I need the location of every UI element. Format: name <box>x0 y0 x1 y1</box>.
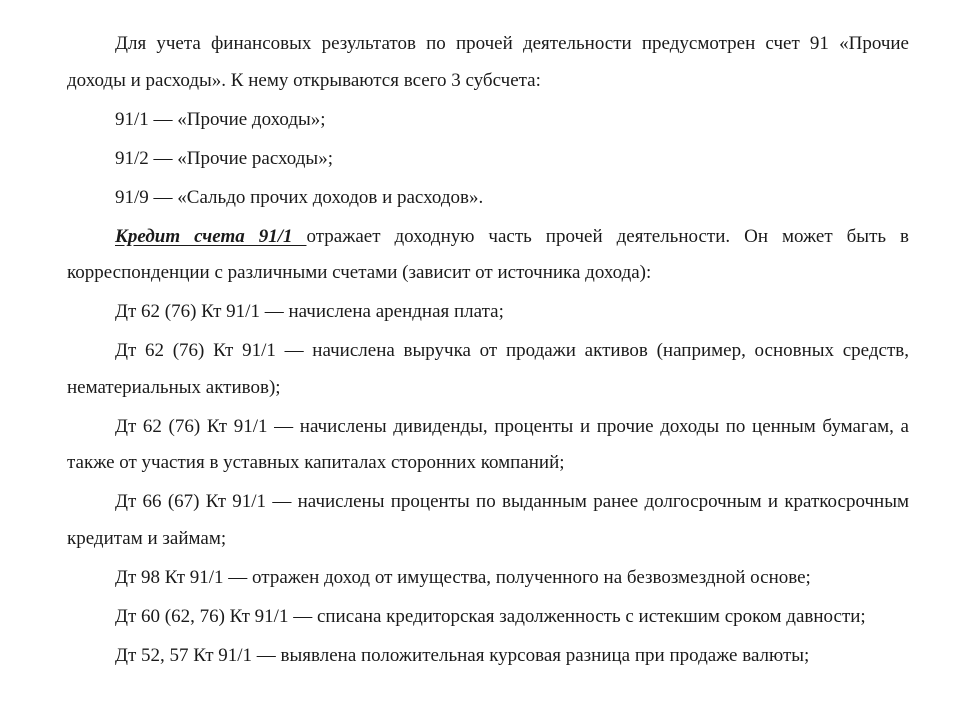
intro-paragraph: Для учета финансовых результатов по прочей деятельности предусмотрен счет 91 «Прочие доходы и расходы». К нему открываются всего 3 субсчета: <box>67 33 909 91</box>
subaccount-91-9: 91/9 — «Сальдо прочих доходов и расходов». <box>115 186 484 208</box>
entry-loan-interest: Дт 66 (67) Кт 91/1 — начислены проценты по выданным ранее долгосрочным и краткосрочным кредитам и займам; <box>67 491 909 549</box>
credit-91-1-heading: Кредит счета 91/1 <box>115 225 307 247</box>
subaccount-91-1: 91/1 — «Прочие доходы»; <box>115 108 326 130</box>
subaccount-91-2: 91/2 — «Прочие расходы»; <box>115 147 333 169</box>
entry-dividends: Дт 62 (76) Кт 91/1 — начислены дивиденды, проценты и прочие доходы по ценным бумагам, а также от участия в уставных капиталах сторонних компаний; <box>67 415 909 473</box>
entry-payables-writeoff: Дт 60 (62, 76) Кт 91/1 — списана кредиторская задолженность с истекшим сроком давности; <box>115 605 866 627</box>
entry-asset-sale: Дт 62 (76) Кт 91/1 — начислена выручка от продажи активов (например, основных средств, нематериальных активов); <box>67 340 909 398</box>
entry-exchange-difference: Дт 52, 57 Кт 91/1 — выявлена положительная курсовая разница при продаже валюты; <box>115 644 810 666</box>
entry-rent: Дт 62 (76) Кт 91/1 — начислена арендная плата; <box>115 301 504 322</box>
credit-91-1-text: отражает доходную часть прочей деятельности. Он может быть в корреспонденции с различными счетами (зависит от источника дохода): <box>67 225 910 283</box>
credit-91-1-paragraph <box>67 219 909 292</box>
entry-gratuitous-property: Дт 98 Кт 91/1 — отражен доход от имущества, полученного на безвозмездной основе; <box>115 566 811 588</box>
document-page <box>67 26 909 677</box>
